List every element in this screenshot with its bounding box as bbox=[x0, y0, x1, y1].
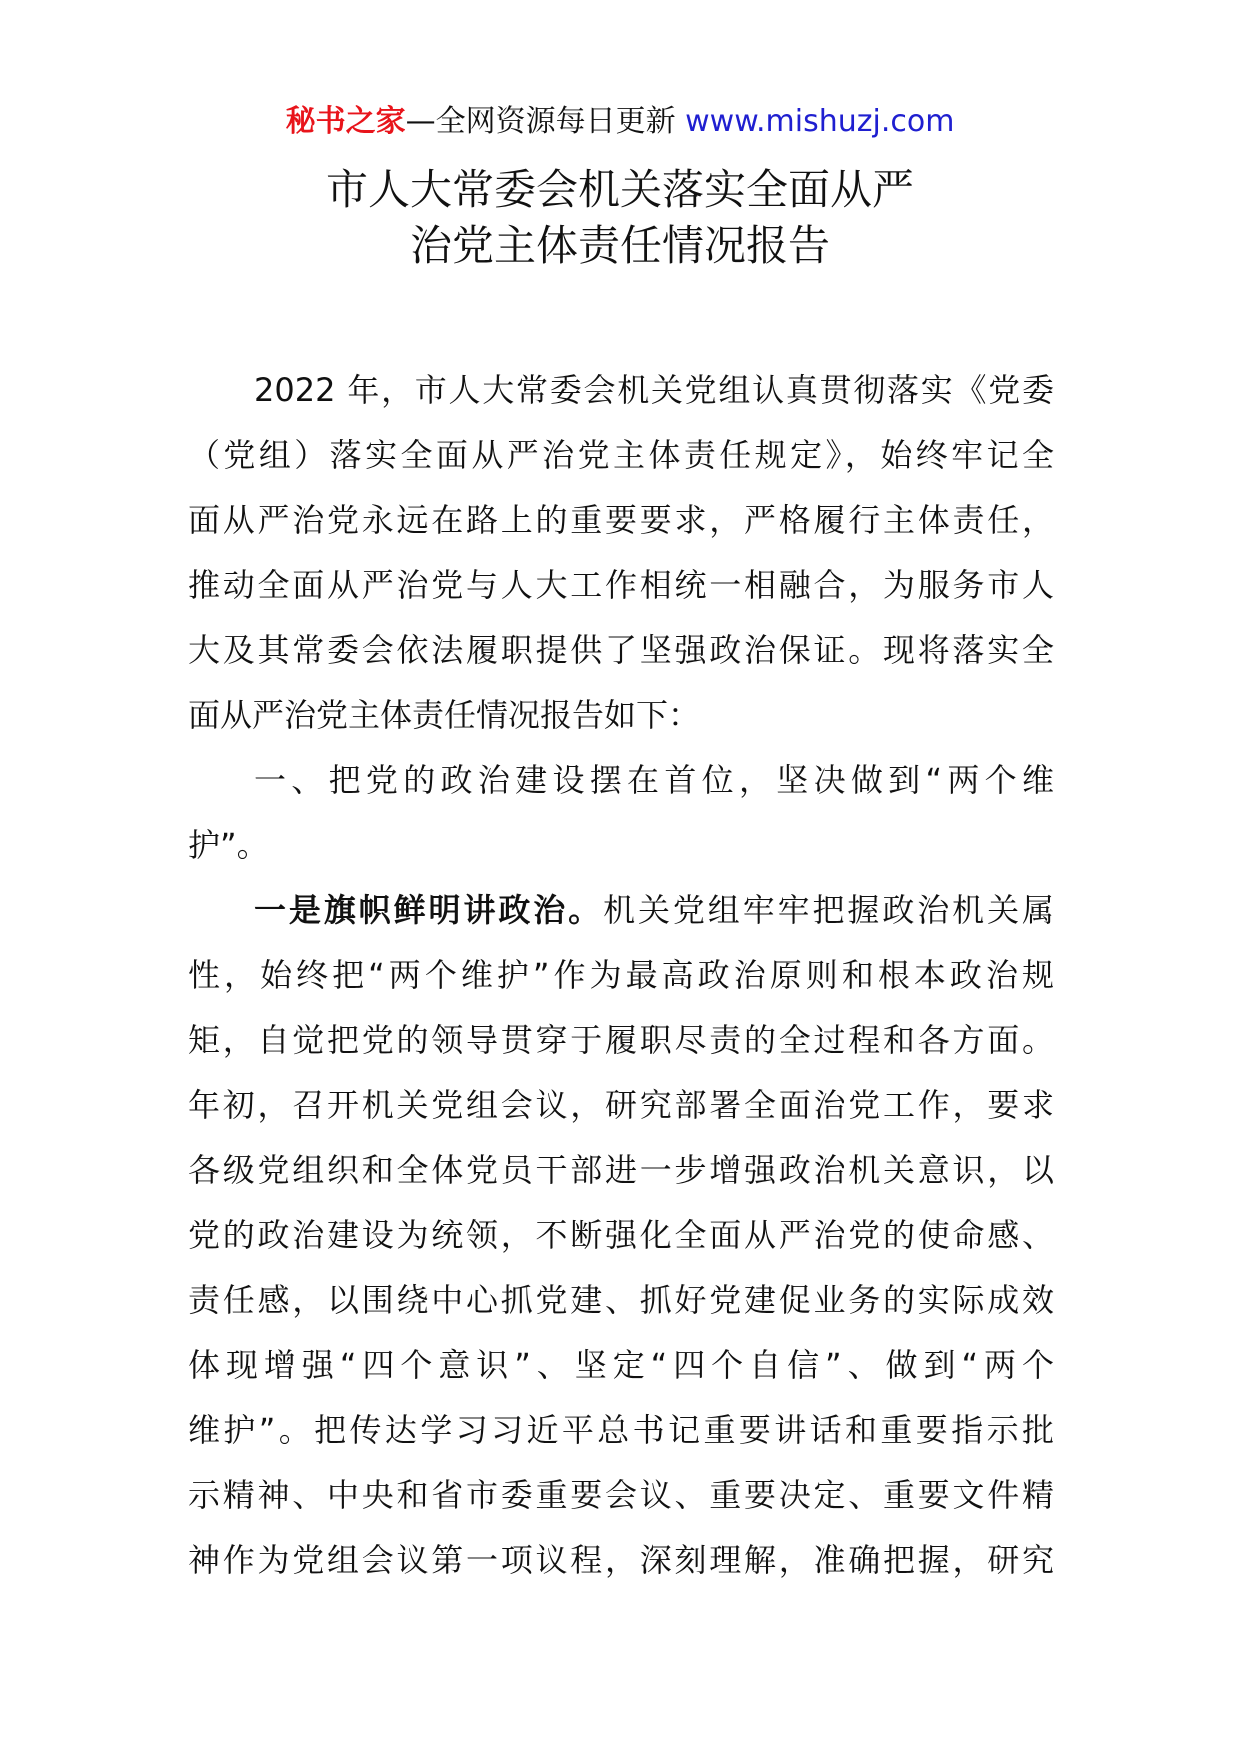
body-line: 示精神、中央和省市委重要会议、重要决定、重要文件精 bbox=[188, 1476, 1054, 1514]
section-heading: 一、把党的政治建设摆在首位，坚决做到“两个维 bbox=[254, 761, 1054, 799]
body-line: 大及其常委会依法履职提供了坚强政治保证。现将落实全 bbox=[188, 631, 1054, 669]
body-line: 年初，召开机关党组会议，研究部署全面治党工作，要求 bbox=[188, 1086, 1054, 1124]
banner-tagline: —全网资源每日更新 bbox=[405, 104, 686, 139]
body-line: 推动全面从严治党与人大工作相统一相融合，为服务市人 bbox=[188, 566, 1054, 604]
body-line: 2022 年，市人大常委会机关党组认真贯彻落实《党委 bbox=[254, 371, 1054, 409]
title-line-2: 治党主体责任情况报告 bbox=[409, 221, 830, 270]
body-line: （党组）落实全面从严治党主体责任规定》，始终牢记全 bbox=[188, 436, 1054, 474]
document-body bbox=[188, 358, 1054, 1593]
site-banner bbox=[0, 100, 1240, 144]
body-line: 性，始终把“两个维护”作为最高政治原则和根本政治规 bbox=[188, 956, 1054, 994]
site-url-link[interactable]: www.mishuzj.com bbox=[685, 104, 955, 139]
body-line: 维护”。把传达学习习近平总书记重要讲话和重要指示批 bbox=[188, 1411, 1054, 1449]
body-line: 体现增强“四个意识”、坚定“四个自信”、做到“两个 bbox=[188, 1346, 1054, 1384]
body-line: 神作为党组会议第一项议程，深刻理解，准确把握，研究 bbox=[188, 1541, 1054, 1579]
body-line: 面从严治党主体责任情况报告如下： bbox=[188, 696, 701, 734]
document-title bbox=[0, 160, 1240, 276]
title-line-1: 市人大常委会机关落实全面从严 bbox=[325, 165, 914, 214]
subsection-heading: 一是旗帜鲜明讲政治。 bbox=[254, 891, 604, 929]
section-heading-end: 护”。 bbox=[188, 826, 269, 864]
body-line: 面从严治党永远在路上的重要要求，严格履行主体责任， bbox=[188, 501, 1054, 539]
body-line: 党的政治建设为统领，不断强化全面从严治党的使命感、 bbox=[188, 1216, 1054, 1254]
brand-name: 秘书之家 bbox=[285, 104, 406, 139]
subsection-text: 机关党组牢牢把握政治机关属 bbox=[603, 891, 1054, 929]
body-line: 各级党组织和全体党员干部进一步增强政治机关意识，以 bbox=[188, 1151, 1054, 1189]
body-line: 矩，自觉把党的领导贯穿于履职尽责的全过程和各方面。 bbox=[188, 1021, 1054, 1059]
body-line: 责任感，以围绕中心抓党建、抓好党建促业务的实际成效 bbox=[188, 1281, 1054, 1319]
subsection-line bbox=[188, 878, 1054, 943]
